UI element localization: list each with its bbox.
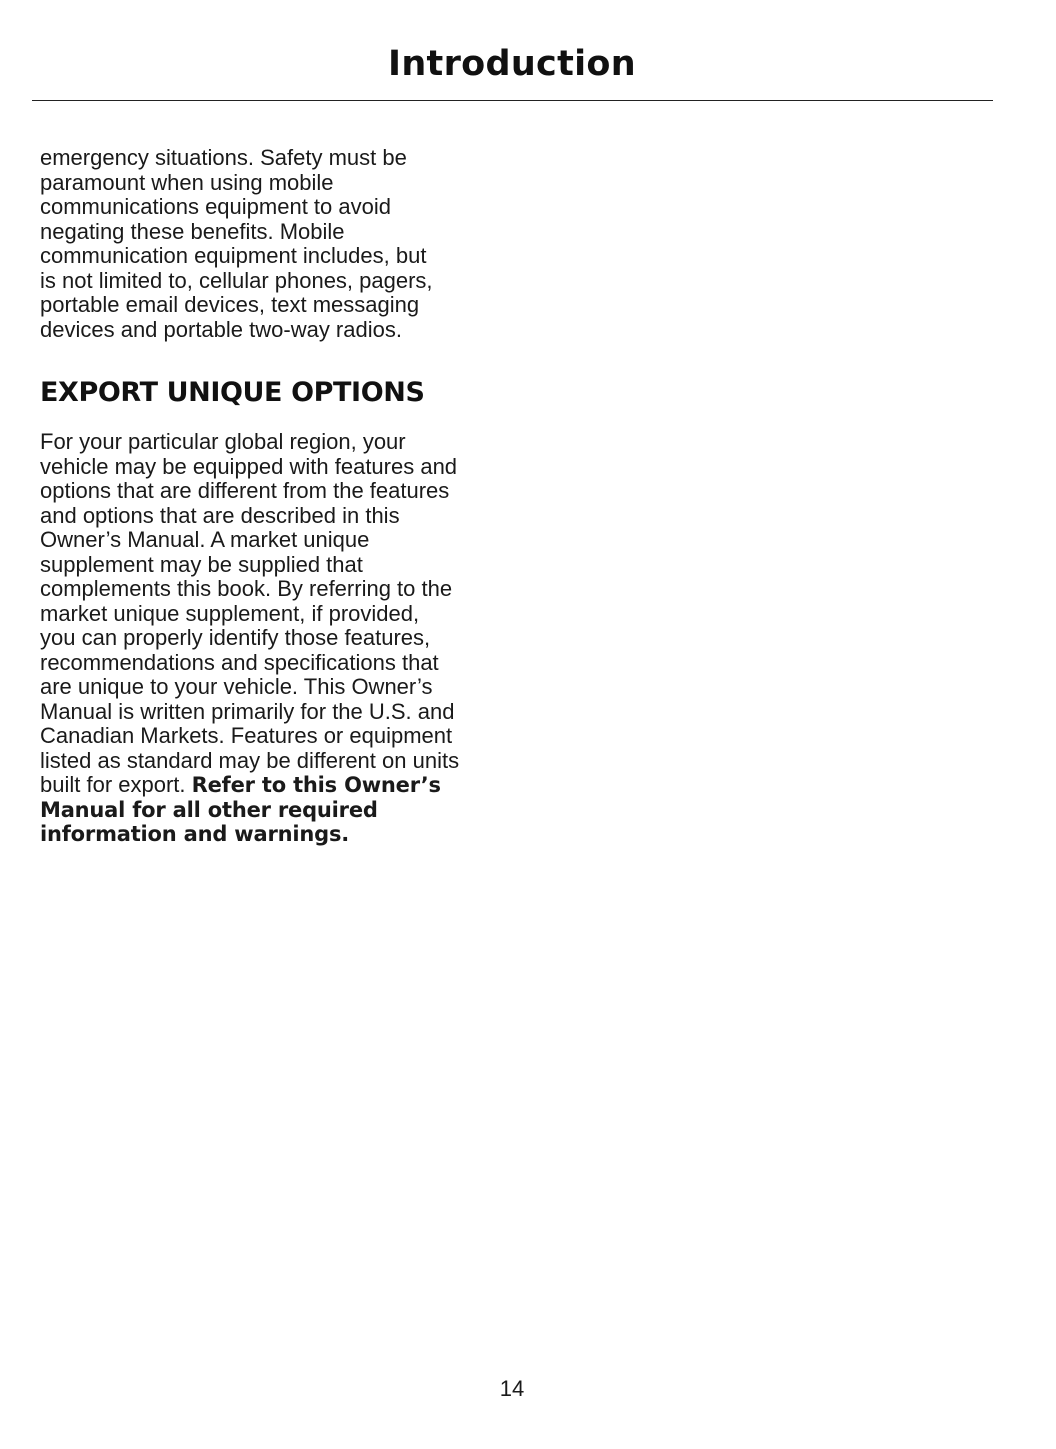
export-options-text: For your particular global region, your vehicle may be equipped with features and options that are different from the features and options that are described in this Owner’s Manual. A market unique supplement may be supplied that complements this book. By referring to the market unique supplement, if provided, you can properly identify those features, recommendations and specifications that are unique to your vehicle. This Owner’s Manual is written primarily for the U.S. and Canadian Markets. Features or equipment listed as standard may be different on units built for export. (40, 429, 460, 797)
text-column (40, 146, 510, 847)
export-options-paragraph (40, 430, 510, 847)
page-title: Introduction (388, 44, 636, 84)
page-number: 14 (499, 1376, 525, 1401)
header-divider (32, 100, 993, 101)
export-options-bold-notice: Refer to this Owner’s Manual for all other required information and warnings. (40, 773, 441, 846)
intro-paragraph: emergency situations. Safety must be paramount when using mobile communications equipment to avoid negating these benefits. Mobile communication equipment includes, but is not limited to, cellular phones, pagers, portable email devices, text messaging devices and portable two-way radios. (40, 145, 433, 342)
page-header (0, 44, 1024, 84)
section-heading-export-unique-options: EXPORT UNIQUE OPTIONS (40, 377, 425, 408)
